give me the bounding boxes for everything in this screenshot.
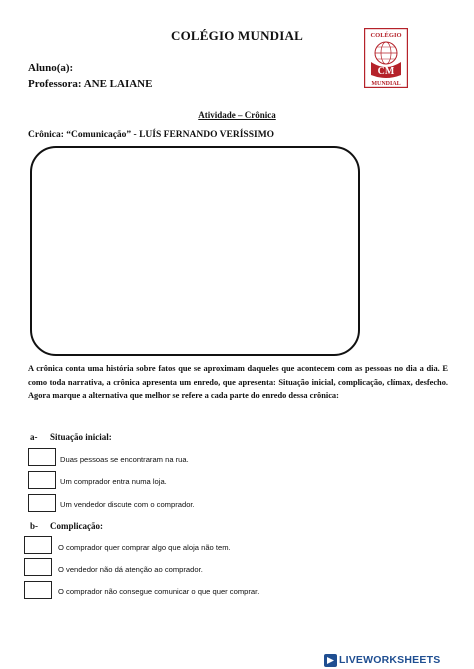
checkbox-a-option-3[interactable] — [28, 494, 56, 512]
liveworksheets-brand: LIVEWORKSHEETS — [339, 654, 441, 666]
option-b-2: O vendedor não dá atenção ao comprador. — [58, 565, 203, 574]
checkbox-a-option-1[interactable] — [28, 448, 56, 466]
section-b-heading — [30, 521, 230, 533]
checkbox-b-option-1[interactable] — [24, 536, 52, 554]
checkbox-a-option-2[interactable] — [28, 471, 56, 489]
chronicle-content-box — [30, 146, 360, 356]
logo-top-text: COLÉGIO — [370, 32, 402, 39]
checkbox-b-option-2[interactable] — [24, 558, 52, 576]
activity-title: Atividade – Crônica — [198, 110, 276, 120]
instructions-paragraph: A crônica conta uma história sobre fatos que se aproximam daqueles que acontecem com as pessoas no dia a dia. E como toda narrativa, a crônica apresenta um enredo, que apresenta: Situação inicial, complicação, clímax, desfecho. Agora marque a alternativa que melhor se refere a cada parte do enredo dessa crônica: — [28, 364, 448, 400]
liveworksheets-logo-icon — [324, 654, 337, 667]
option-a-3: Um vendedor discute com o comprador. — [60, 500, 195, 509]
section-b-label: Complicação: — [50, 521, 103, 531]
section-a-heading — [30, 432, 230, 444]
logo-bottom-text: MUNDIAL — [371, 81, 401, 87]
liveworksheets-footer[interactable] — [322, 652, 474, 669]
student-name-label: Aluno(a): — [28, 62, 74, 74]
option-b-3: O comprador não consegue comunicar o que quer comprar. — [58, 587, 260, 596]
checkbox-b-option-3[interactable] — [24, 581, 52, 599]
logo-initials: CM — [377, 66, 395, 77]
option-a-2: Um comprador entra numa loja. — [60, 477, 167, 486]
school-title: COLÉGIO MUNDIAL — [171, 28, 303, 43]
option-a-1: Duas pessoas se encontraram na rua. — [60, 455, 189, 464]
teacher-name-label: Professora: ANE LAIANE — [28, 78, 153, 90]
option-b-1: O comprador quer comprar algo que aloja não tem. — [58, 543, 231, 552]
chronicle-subtitle: Crônica: “Comunicação” - LUÍS FERNANDO VERÍSSIMO — [28, 130, 275, 140]
section-a-letter: a- — [30, 432, 38, 442]
section-b-letter: b- — [30, 521, 39, 531]
section-a-label: Situação inicial: — [50, 432, 112, 442]
school-logo — [364, 28, 408, 88]
